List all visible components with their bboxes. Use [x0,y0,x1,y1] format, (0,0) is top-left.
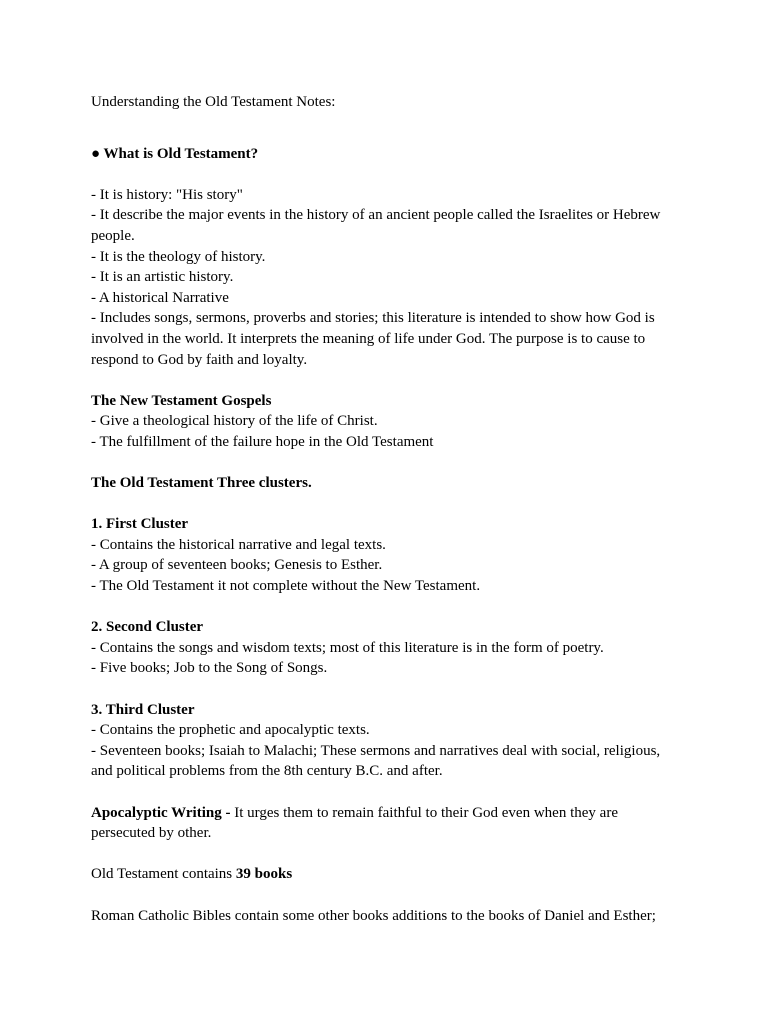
roman-catholic-paragraph: Roman Catholic Bibles contain some other books additions to the books of Daniel and Esther; [91,907,656,924]
list-item: - It is the theology of history. [91,248,266,265]
cluster-heading-third: 3. Third Cluster [91,701,195,718]
list-item: - A historical Narrative [91,289,229,306]
list-item: - It is an artistic history. [91,269,234,286]
list-item: - Contains the historical narrative and legal texts. [91,536,386,553]
list-item: - Seventeen books; Isaiah to Malachi; These sermons and narratives deal with social, religious, and political problems from the 8th century B.C. and after. [91,742,661,780]
book-count-value: 39 books [235,866,293,883]
cluster-heading-first: 1. First Cluster [91,516,189,533]
list-item: - Five books; Job to the Song of Songs. [91,660,328,677]
list-item: - The Old Testament it not complete without the New Testament. [91,578,481,595]
book-count-prefix: Old Testament contains [91,866,236,883]
section-heading-three-clusters: The Old Testament Three clusters. [91,475,312,492]
apocalyptic-writing-label: Apocalyptic Writing - [91,804,231,821]
cluster-heading-second: 2. Second Cluster [91,619,204,636]
list-item: - A group of seventeen books; Genesis to Esther. [91,557,383,574]
list-item: - Includes songs, sermons, proverbs and stories; this literature is intended to show how God is involved in the world. It interprets the meaning of life under God. The purpose is to cause to respond to God by faith and loyalty. [91,310,655,368]
list-item: - Give a theological history of the life of Christ. [91,413,378,430]
document-body [91,92,681,926]
apocalyptic-writing-paragraph [91,803,681,844]
section-heading-what-is-old-testament: ● What is Old Testament? [91,145,259,162]
document-title: Understanding the Old Testament Notes: [91,94,336,110]
book-count-paragraph [91,864,681,885]
section-heading-new-testament-gospels: The New Testament Gospels [91,392,272,409]
list-item: - It describe the major events in the history of an ancient people called the Israelites or Hebrew people. [91,207,661,244]
list-item: - It is history: "His story" [91,186,243,203]
list-item: - The fulfillment of the failure hope in the Old Testament [91,433,434,450]
apocalyptic-writing-text: It urges them to remain faithful to their God even when they are persecuted by other. [91,804,618,842]
list-item: - Contains the prophetic and apocalyptic texts. [91,722,370,739]
list-item: - Contains the songs and wisdom texts; most of this literature is in the form of poetry. [91,639,604,656]
